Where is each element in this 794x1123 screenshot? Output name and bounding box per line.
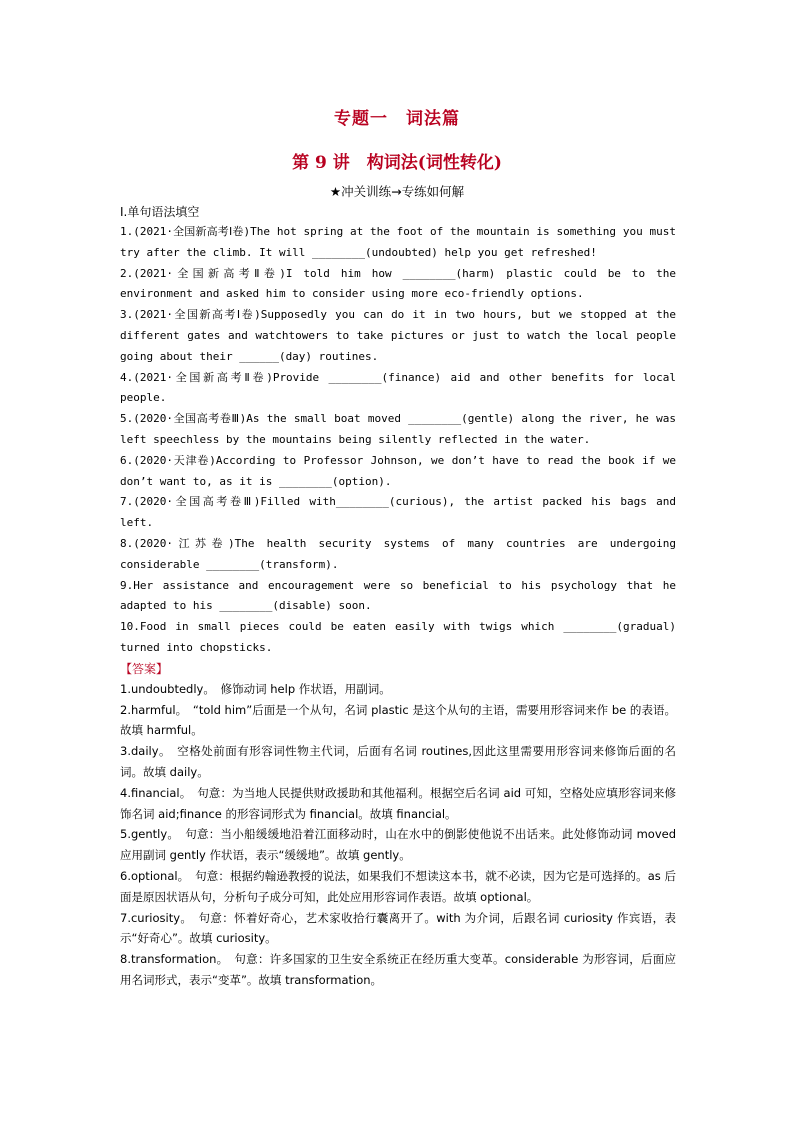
question-item: 7.(2020·全国高考卷Ⅲ)Filled with________(curious), the artist packed his bags and left. <box>120 495 676 530</box>
question-item: 2.(2021·全国新高考Ⅱ卷)I told him how ________(harm) plastic could be to the environment and asked him to consider using more eco-friendly options. <box>120 266 676 301</box>
answer-item: 1.undoubtedly。 修饰动词 help 作状语，用副词。 <box>120 681 391 696</box>
answer-item: 8.transformation。 句意：许多国家的卫生安全系统正在经历重大变革。considerable 为形容词，后面应用名词形式，表示“变革”。故填 transformation。 <box>120 952 676 987</box>
answer-item: 3.daily。 空格处前面有形容词性物主代词，后面有名词 routines,因此这里需要用形容词来修饰后面的名词。故填 daily。 <box>120 744 676 779</box>
question-item: 10.Food in small pieces could be eaten easily with twigs which ________(gradual) turned into chopsticks. <box>120 620 676 654</box>
answer-item: 4.financial。 句意：为当地人民提供财政援助和其他福利。根据空后名词 aid 可知，空格处应填形容词来修饰名词 aid;finance 的形容词形式为 financial。故填 financial。 <box>120 785 676 821</box>
page-title: 专题一 词法篇 <box>334 109 460 129</box>
answer-item: 6.optional。 句意：根据约翰逊教授的说法，如果我们不想读这本书，就不必读，因为它是可选择的。as 后面是原因状语从句，分析句子成分可知，此处应用形容词作表语。故填 optional。 <box>120 868 676 904</box>
question-item: 3.(2021·全国新高考Ⅰ卷)Supposedly you can do it in two hours, but we stopped at the different gates and watchtowers to take pictures or just to watch the local people going about their ______(day) routines. <box>120 308 676 363</box>
document-body <box>120 202 676 991</box>
lesson-subtitle: ★冲关训练→专练如何解 <box>329 184 465 199</box>
question-item: 1.(2021·全国新高考Ⅰ卷)The hot spring at the foot of the mountain is something you must try after the climb. It will ________(undoubted) help you get refreshed! <box>120 225 676 259</box>
question-item: 4.(2021·全国新高考Ⅱ卷)Provide ________(finance) aid and other benefits for local people. <box>120 370 676 405</box>
answer-item: 2.harmful。 “told him”后面是一个从句，名词 plastic 是这个从句的主语，需要用形容词来作 be 的表语。故填 harmful。 <box>120 702 676 738</box>
question-item: 9.Her assistance and encouragement were so beneficial to his psychology that he adapted to his ________(disable) soon. <box>120 578 676 613</box>
answer-item: 5.gently。 句意：当小船缓缓地沿着江面移动时，山在水中的倒影使他说不出话来。此处修饰动词 moved 应用副词 gently 作状语，表示“缓缓地”。故填 gently。 <box>120 827 676 863</box>
section-label: Ⅰ.单句语法填空 <box>120 205 200 219</box>
answer-item: 7.curiosity。 句意：怀着好奇心，艺术家收拾行囊离开了。with 为介词，后跟名词 curiosity 作宾语，表示“好奇心”。故填 curiosity。 <box>120 910 676 946</box>
question-item: 6.(2020·天津卷)According to Professor Johnson, we don’t have to read the book if we don’t want to, as it is ________(option). <box>120 453 676 488</box>
question-item: 8.(2020·江苏卷)The health security systems of many countries are undergoing considerable ________(transform). <box>120 536 676 571</box>
question-item: 5.(2020·全国高考卷Ⅲ)As the small boat moved ________(gentle) along the river, he was left speechless by the mountains being silently reflected in the water. <box>120 412 676 446</box>
answers-label: 【答案】 <box>120 661 169 676</box>
lesson-title: 第 9 讲 构词法(词性转化) <box>292 153 502 173</box>
